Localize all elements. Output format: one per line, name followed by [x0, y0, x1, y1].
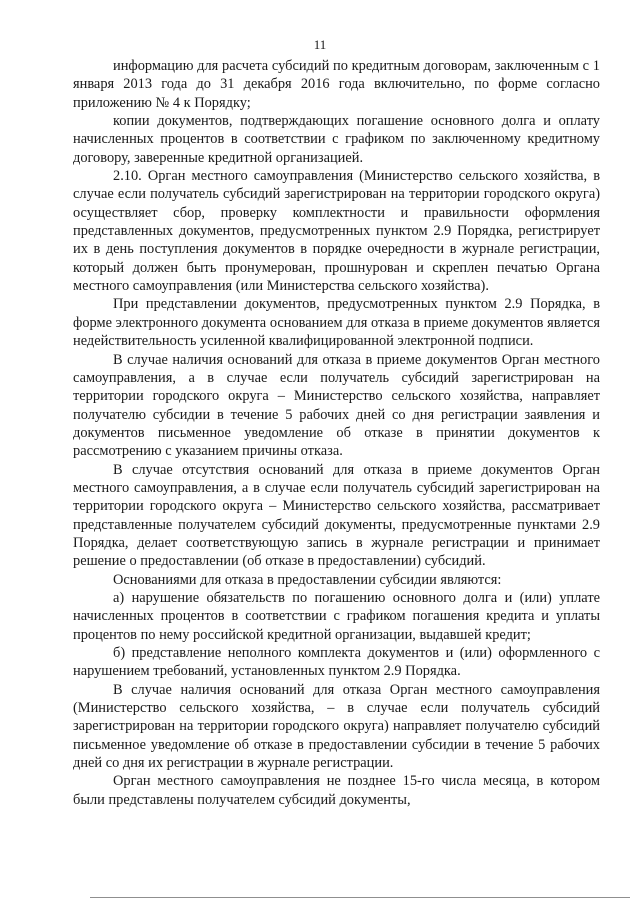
scan-bottom-edge [90, 897, 630, 898]
paragraph-refusal-grounds-heading: Основаниями для отказа в предоставлении субсидии являются: [113, 571, 502, 588]
paragraph-deadline: Орган местного самоуправления не позднее 15-го числа месяца, в котором были представлены получателем субсидий документы, [73, 773, 600, 808]
paragraph-no-refusal-grounds: В случае отсутствия оснований для отказа в приеме документов Орган местного самоуправления, а в случае если получатель субсидий зарегистрирован на территории городского округа – Министерство сельского хозяйства, рассматривает представленные получателем субсидий документы, предусмотренные пунктами 2.9 Порядка, делает соответствующую запись в журнале регистрации и принимает решение о предоставлении (об отказе в предоставлении) субсидий. [73, 461, 600, 570]
paragraph-subsidy-calculation-info: информацию для расчета субсидий по кредитным договорам, заключенным с 1 января 2013 года до 31 декабря 2016 года включительно, по форме согласно приложению № 4 к Порядку; [73, 58, 600, 111]
list-item-b: б) представление неполного комплекта документов и (или) оформленного с нарушением требований, установленных пунктом 2.9 Порядка. [73, 645, 600, 680]
page-number: 11 [313, 37, 327, 52]
paragraph-2-10: 2.10. Орган местного самоуправления (Министерство сельского хозяйства, в случае если получатель субсидий зарегистрирован на территории городского округа) осуществляет сбор, проверку комплектности и правильности оформления представленных документов, предусмотренных пунктом 2.9 Порядка, регистрирует их в день поступления документов в порядке очередности в журнале регистрации, который должен быть пронумерован, прошнурован и скреплен печатью Органа местного самоуправления (или Министерства сельского хозяйства). [73, 168, 600, 295]
paragraph-repayment-copies: копии документов, подтверждающих погашение основного долга и оплату начисленных процентов в соответствии с графиком по заключенному кредитному договору, заверенные кредитной организацией. [73, 113, 600, 166]
paragraph-refusal-reception: В случае наличия оснований для отказа в приеме документов Орган местного самоуправления, а в случае если получатель субсидий зарегистрирован на территории городского округа – Министерство сельского хозяйства, направляет получателю субсидии в течение 5 рабочих дней со дня регистрации заявления и документов письменное уведомление об отказе в принятии документов к рассмотрению с указанием причины отказа. [73, 351, 600, 460]
list-item-a: а) нарушение обязательств по погашению основного долга и (или) уплате начисленных процентов в соответствии с графиком погашения кредита и уплаты процентов по нему российской кредитной организации, выдавшей кредит; [73, 589, 600, 643]
paragraph-refusal-notification: В случае наличия оснований для отказа Орган местного самоуправления (Министерство сельского хозяйства, – в случае если получатель субсидий зарегистрирован на территории городского округа) направляет получателю субсидий письменное уведомление об отказе в предоставлении субсидии в течение 5 рабочих дней со дня их регистрации в журнале регистрации. [73, 681, 600, 772]
document-body [73, 57, 600, 809]
paragraph-electronic-documents: При представлении документов, предусмотренных пунктом 2.9 Порядка, в форме электронного документа основанием для отказа в приеме документов является недействительность усиленной квалифицированной электронной подписи. [73, 296, 600, 350]
